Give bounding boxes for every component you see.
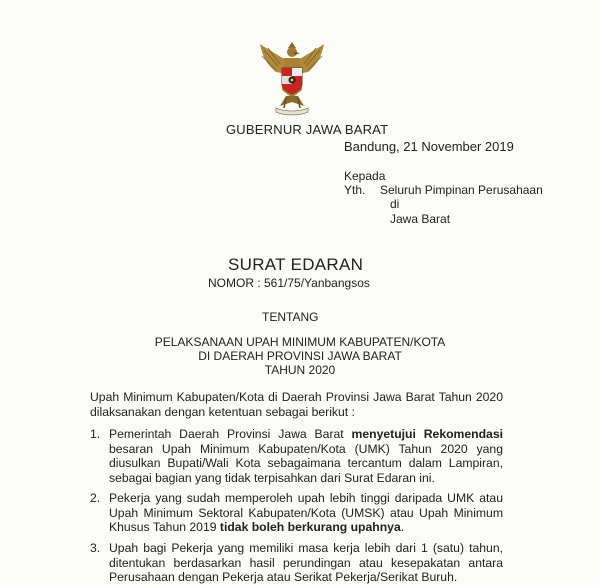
- letterhead-title: GUBERNUR JAWA BARAT: [226, 122, 389, 137]
- address-region: Jawa Barat: [390, 212, 451, 226]
- address-recipient: Seluruh Pimpinan Perusahaan: [380, 183, 543, 197]
- address-kepada: Kepada: [344, 169, 386, 183]
- list-item-number: 2.: [90, 491, 101, 505]
- list-item-text: Upah bagi Pekerja yang memiliki masa kerja lebih dari 1 (satu) tahun, ditentukan berdasarkan hasil perundingan atau kesepakatan antara Perusahaan dengan Pekerja atau Serikat Pekerja/Serikat Buruh.: [109, 541, 503, 585]
- intro-paragraph: Upah Minimum Kabupaten/Kota di Daerah Provinsi Jawa Barat Tahun 2020 dilaksanakan dengan ketentuan sebagai berikut :: [90, 390, 503, 419]
- subject-line: DI DAERAH PROVINSI JAWA BARAT: [198, 349, 402, 363]
- subject-line: PELAKSANAAN UPAH MINIMUM KABUPATEN/KOTA: [154, 335, 446, 349]
- subject-line: TAHUN 2020: [264, 363, 336, 377]
- list-item-text: Pekerja yang sudah memperoleh upah lebih tinggi daripada UMK atau Upah Minimum Sektoral Kabupaten/Kota (UMSK) atau Upah Minimum Khusus Tahun 2019 tidak boleh berkurang upahnya.: [109, 491, 503, 535]
- circular-number: NOMOR : 561/75/Yanbangsos: [208, 276, 370, 290]
- garuda-emblem-icon: [258, 40, 326, 116]
- list-item-number: 3.: [90, 541, 101, 555]
- circular-about: TENTANG: [262, 310, 319, 324]
- circular-title: SURAT EDARAN: [228, 255, 364, 274]
- address-yth: Yth.: [344, 183, 366, 197]
- list-item-number: 1.: [90, 427, 101, 441]
- date-line: Bandung, 21 November 2019: [344, 139, 514, 154]
- address-di: di: [390, 197, 400, 211]
- list-item-text: Pemerintah Daerah Provinsi Jawa Barat menyetujui Rekomendasi besaran Upah Minimum Kabupaten/Kota (UMK) Tahun 2020 yang diusulkan Bupati/Wali Kota sebagaimana tercantum dalam Lampiran, sebagai bagian yang tidak terpisahkan dari Surat Edaran ini.: [109, 427, 503, 485]
